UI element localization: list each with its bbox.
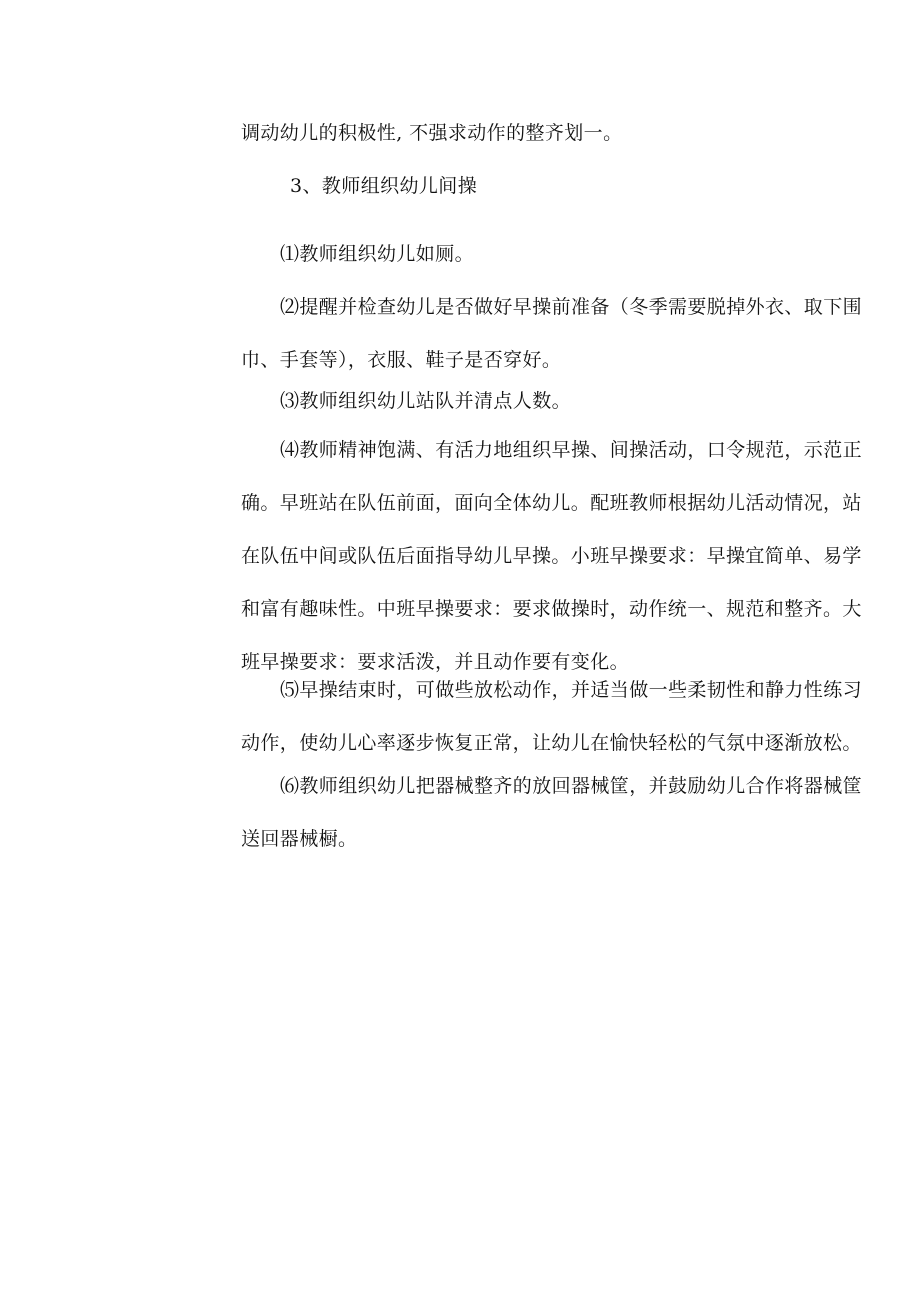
item-paragraph-2: [241, 281, 891, 387]
section-heading: 3、教师组织幼儿间操: [290, 175, 478, 197]
text-line: 确。早班站在队伍前面，面向全体幼儿。配班教师根据幼儿活动情况，站: [241, 492, 862, 514]
item-paragraph-3: [241, 375, 891, 428]
text-line: 和富有趣味性。中班早操要求：要求做操时，动作统一、规范和整齐。大: [241, 598, 862, 620]
item-paragraph-1: [241, 228, 891, 281]
text-line: 巾、手套等），衣服、鞋子是否穿好。: [241, 349, 562, 371]
item-paragraph-6: [241, 760, 891, 866]
text-line: ⑷教师精神饱满、有活力地组织早操、间操活动，口令规范，示范正: [280, 439, 863, 461]
text-line: ⑸早操结束时，可做些放松动作，并适当做一些柔韧性和静力性练习: [280, 679, 863, 701]
item-paragraph-4: [241, 424, 891, 689]
item-paragraph-5: [241, 664, 891, 770]
intro-paragraph: [241, 107, 891, 160]
text-line: 调动幼儿的积极性, 不强求动作的整齐划一。: [241, 122, 623, 144]
text-line: ⑶教师组织幼儿站队并清点人数。: [280, 390, 572, 412]
text-line: ⑹教师组织幼儿把器械整齐的放回器械筐，并鼓励幼儿合作将器械筐: [280, 775, 863, 797]
text-line: 动作，使幼儿心率逐步恢复正常，让幼儿在愉快轻松的气氛中逐渐放松。: [241, 732, 862, 754]
text-line: 班早操要求：要求活泼，并且动作要有变化。: [241, 651, 630, 673]
text-line: 送回器械橱。: [241, 828, 358, 850]
text-line: ⑵提醒并检查幼儿是否做好早操前准备（冬季需要脱掉外衣、取下围: [280, 296, 863, 318]
text-line: 在队伍中间或队伍后面指导幼儿早操。小班早操要求：早操宜简单、易学: [241, 545, 862, 567]
text-line: ⑴教师组织幼儿如厕。: [280, 243, 475, 265]
